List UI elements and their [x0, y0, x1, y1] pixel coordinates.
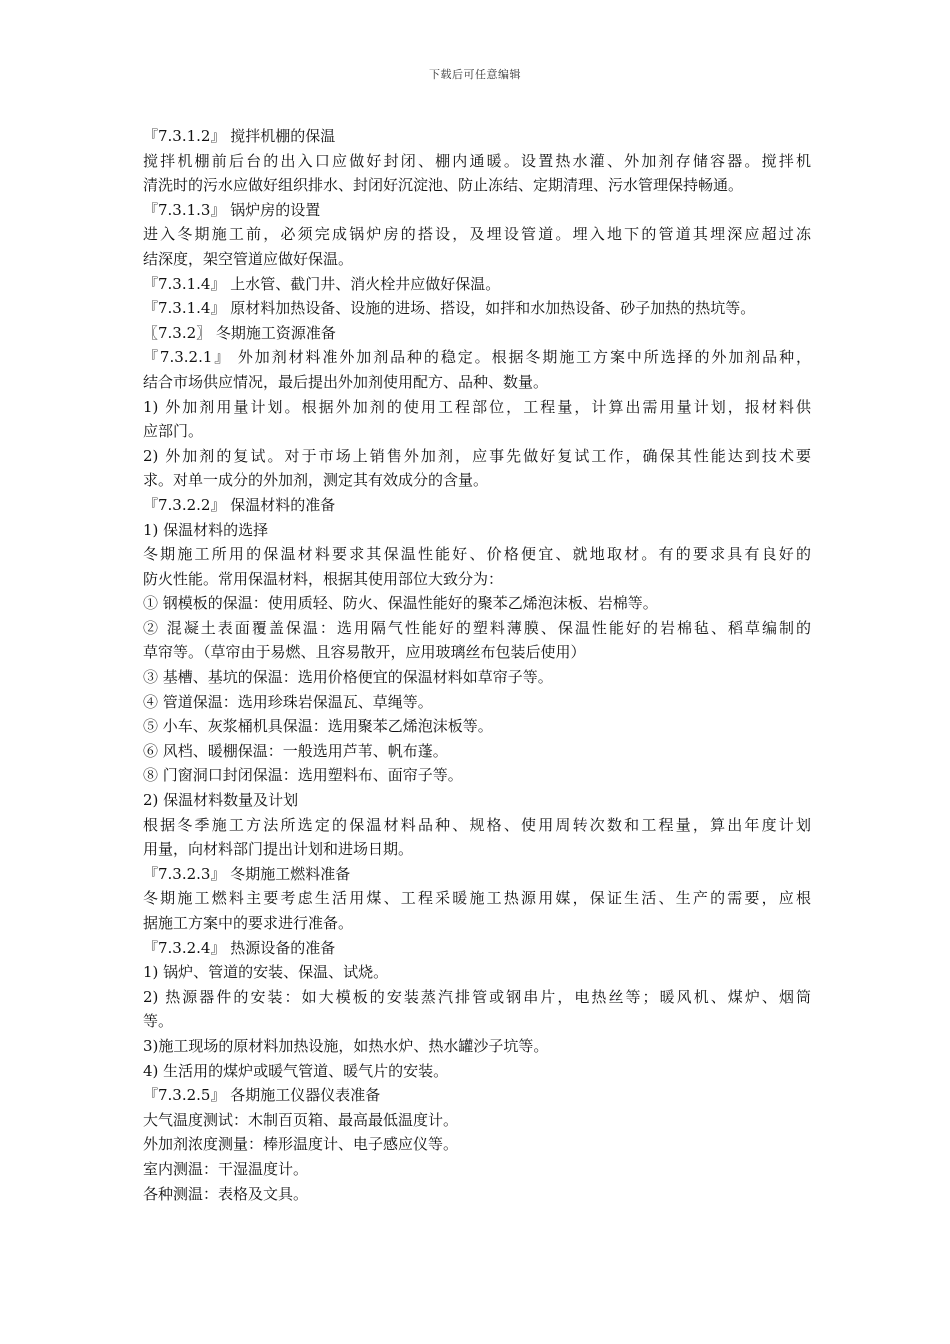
heading-7-3-2-1: 『7.3.2.1』 外加剂材料准外加剂品种的稳定。根据冬期施工方案中所选择的外加剂品种， — [143, 348, 811, 367]
paragraph-line: 根据冬季施工方法所选定的保温材料品种、规格、使用周转次数和工程量，算出年度计划 — [143, 815, 811, 834]
list-item: ⑧ 门窗洞口封闭保温：选用塑料布、面帘子等。 — [143, 766, 463, 785]
subheading: 2) 保温材料数量及计划 — [143, 791, 299, 810]
list-item: ④ 管道保温：选用珍珠岩保温瓦、草绳等。 — [143, 692, 433, 711]
paragraph-line: 结深度，架空管道应做好保温。 — [143, 249, 354, 268]
heading-7-3-2: 〖7.3.2〗 冬期施工资源准备 — [143, 323, 336, 342]
paragraph-line: 大气温度测试：木制百页箱、最高最低温度计。 — [143, 1110, 459, 1129]
list-item-continuation: 求。对单一成分的外加剂，测定其有效成分的含量。 — [143, 471, 489, 490]
heading-7-3-1-4-a: 『7.3.1.4』 上水管、截门井、消火栓井应做好保温。 — [143, 274, 501, 293]
list-item-continuation: 等。 — [143, 1012, 174, 1031]
heading-7-3-2-4: 『7.3.2.4』 热源设备的准备 — [143, 938, 336, 957]
paragraph-line: 搅拌机棚前后台的出入口应做好封闭、棚内通暖。设置热水灌、外加剂存储容器。搅拌机 — [143, 151, 811, 170]
list-item: 3)施工现场的原材料加热设施，如热水炉、热水罐沙子坑等。 — [143, 1036, 549, 1055]
list-item: ② 混凝土表面覆盖保温：选用隔气性能好的塑料薄膜、保温性能好的岩棉毡、稻草编制的 — [143, 618, 811, 637]
paragraph-line: 各种测温：表格及文具。 — [143, 1184, 309, 1203]
page-header-note: 下载后可任意编辑 — [429, 68, 521, 81]
list-item: 1) 外加剂用量计划。根据外加剂的使用工程部位，工程量，计算出需用量计划，报材料供 — [143, 397, 811, 416]
heading-7-3-2-2: 『7.3.2.2』 保温材料的准备 — [143, 495, 336, 514]
list-item: 2) 外加剂的复试。对于市场上销售外加剂，应事先做好复试工作，确保其性能达到技术要 — [143, 446, 811, 465]
heading-7-3-1-4-b: 『7.3.1.4』 原材料加热设备、设施的进场、搭设，如拌和水加热设备、砂子加热的热坑等。 — [143, 299, 756, 318]
list-item-continuation: 应部门。 — [143, 422, 204, 441]
paragraph-line: 清洗时的污水应做好组织排水、封闭好沉淀池、防止冻结、定期清理、污水管理保持畅通。 — [143, 176, 744, 195]
paragraph-line: 外加剂浓度测量：棒形温度计、电子感应仪等。 — [143, 1135, 459, 1154]
list-item: ⑥ 风档、暖棚保温：一般选用芦苇、帆布蓬。 — [143, 741, 448, 760]
heading-7-3-1-2: 『7.3.1.2』 搅拌机棚的保温 — [143, 127, 336, 145]
list-item: 1) 锅炉、管道的安装、保温、试烧。 — [143, 963, 389, 982]
paragraph-line: 室内测温：干湿温度计。 — [143, 1159, 309, 1178]
paragraph-line: 结合市场供应情况，最后提出外加剂使用配方、品种、数量。 — [143, 372, 549, 391]
paragraph-line: 据施工方案中的要求进行准备。 — [143, 914, 354, 932]
heading-7-3-2-5: 『7.3.2.5』 各期施工仪器仪表准备 — [143, 1086, 381, 1105]
paragraph-line: 防火性能。常用保温材料，根据其使用部位大致分为： — [143, 569, 504, 588]
paragraph-line: 进入冬期施工前，必须完成锅炉房的搭设，及埋设管道。埋入地下的管道其埋深应超过冻 — [143, 225, 811, 244]
list-item: ⑤ 小车、灰浆桶机具保温：选用聚苯乙烯泡沫板等。 — [143, 717, 493, 736]
list-item: ① 钢模板的保温：使用质轻、防火、保温性能好的聚苯乙烯泡沫板、岩棉等。 — [143, 594, 658, 613]
list-item: ③ 基槽、基坑的保温：选用价格便宜的保温材料如草帘子等。 — [143, 668, 553, 687]
list-item-continuation: 草帘等。（草帘由于易燃、且容易散开，应用玻璃丝布包装后使用） — [143, 643, 586, 662]
heading-7-3-2-3: 『7.3.2.3』 冬期施工燃料准备 — [143, 864, 351, 883]
subheading: 1) 保温材料的选择 — [143, 520, 269, 539]
paragraph-line: 冬期施工燃料主要考虑生活用煤、工程采暖施工热源用媒，保证生活、生产的需要，应根 — [143, 889, 811, 908]
list-item: 4) 生活用的煤炉或暖气管道、暖气片的安装。 — [143, 1061, 449, 1080]
document-body — [143, 124, 811, 1206]
list-item: 2) 热源器件的安装：如大模板的安装蒸汽排管或钢串片，电热丝等；暖风机、煤炉、烟筒 — [143, 987, 811, 1006]
paragraph-line: 用量，向材料部门提出计划和进场日期。 — [143, 840, 414, 859]
heading-7-3-1-3: 『7.3.1.3』 锅炉房的设置 — [143, 200, 321, 219]
paragraph-line: 冬期施工所用的保温材料要求其保温性能好、价格便宜、就地取材。有的要求具有良好的 — [143, 545, 811, 564]
